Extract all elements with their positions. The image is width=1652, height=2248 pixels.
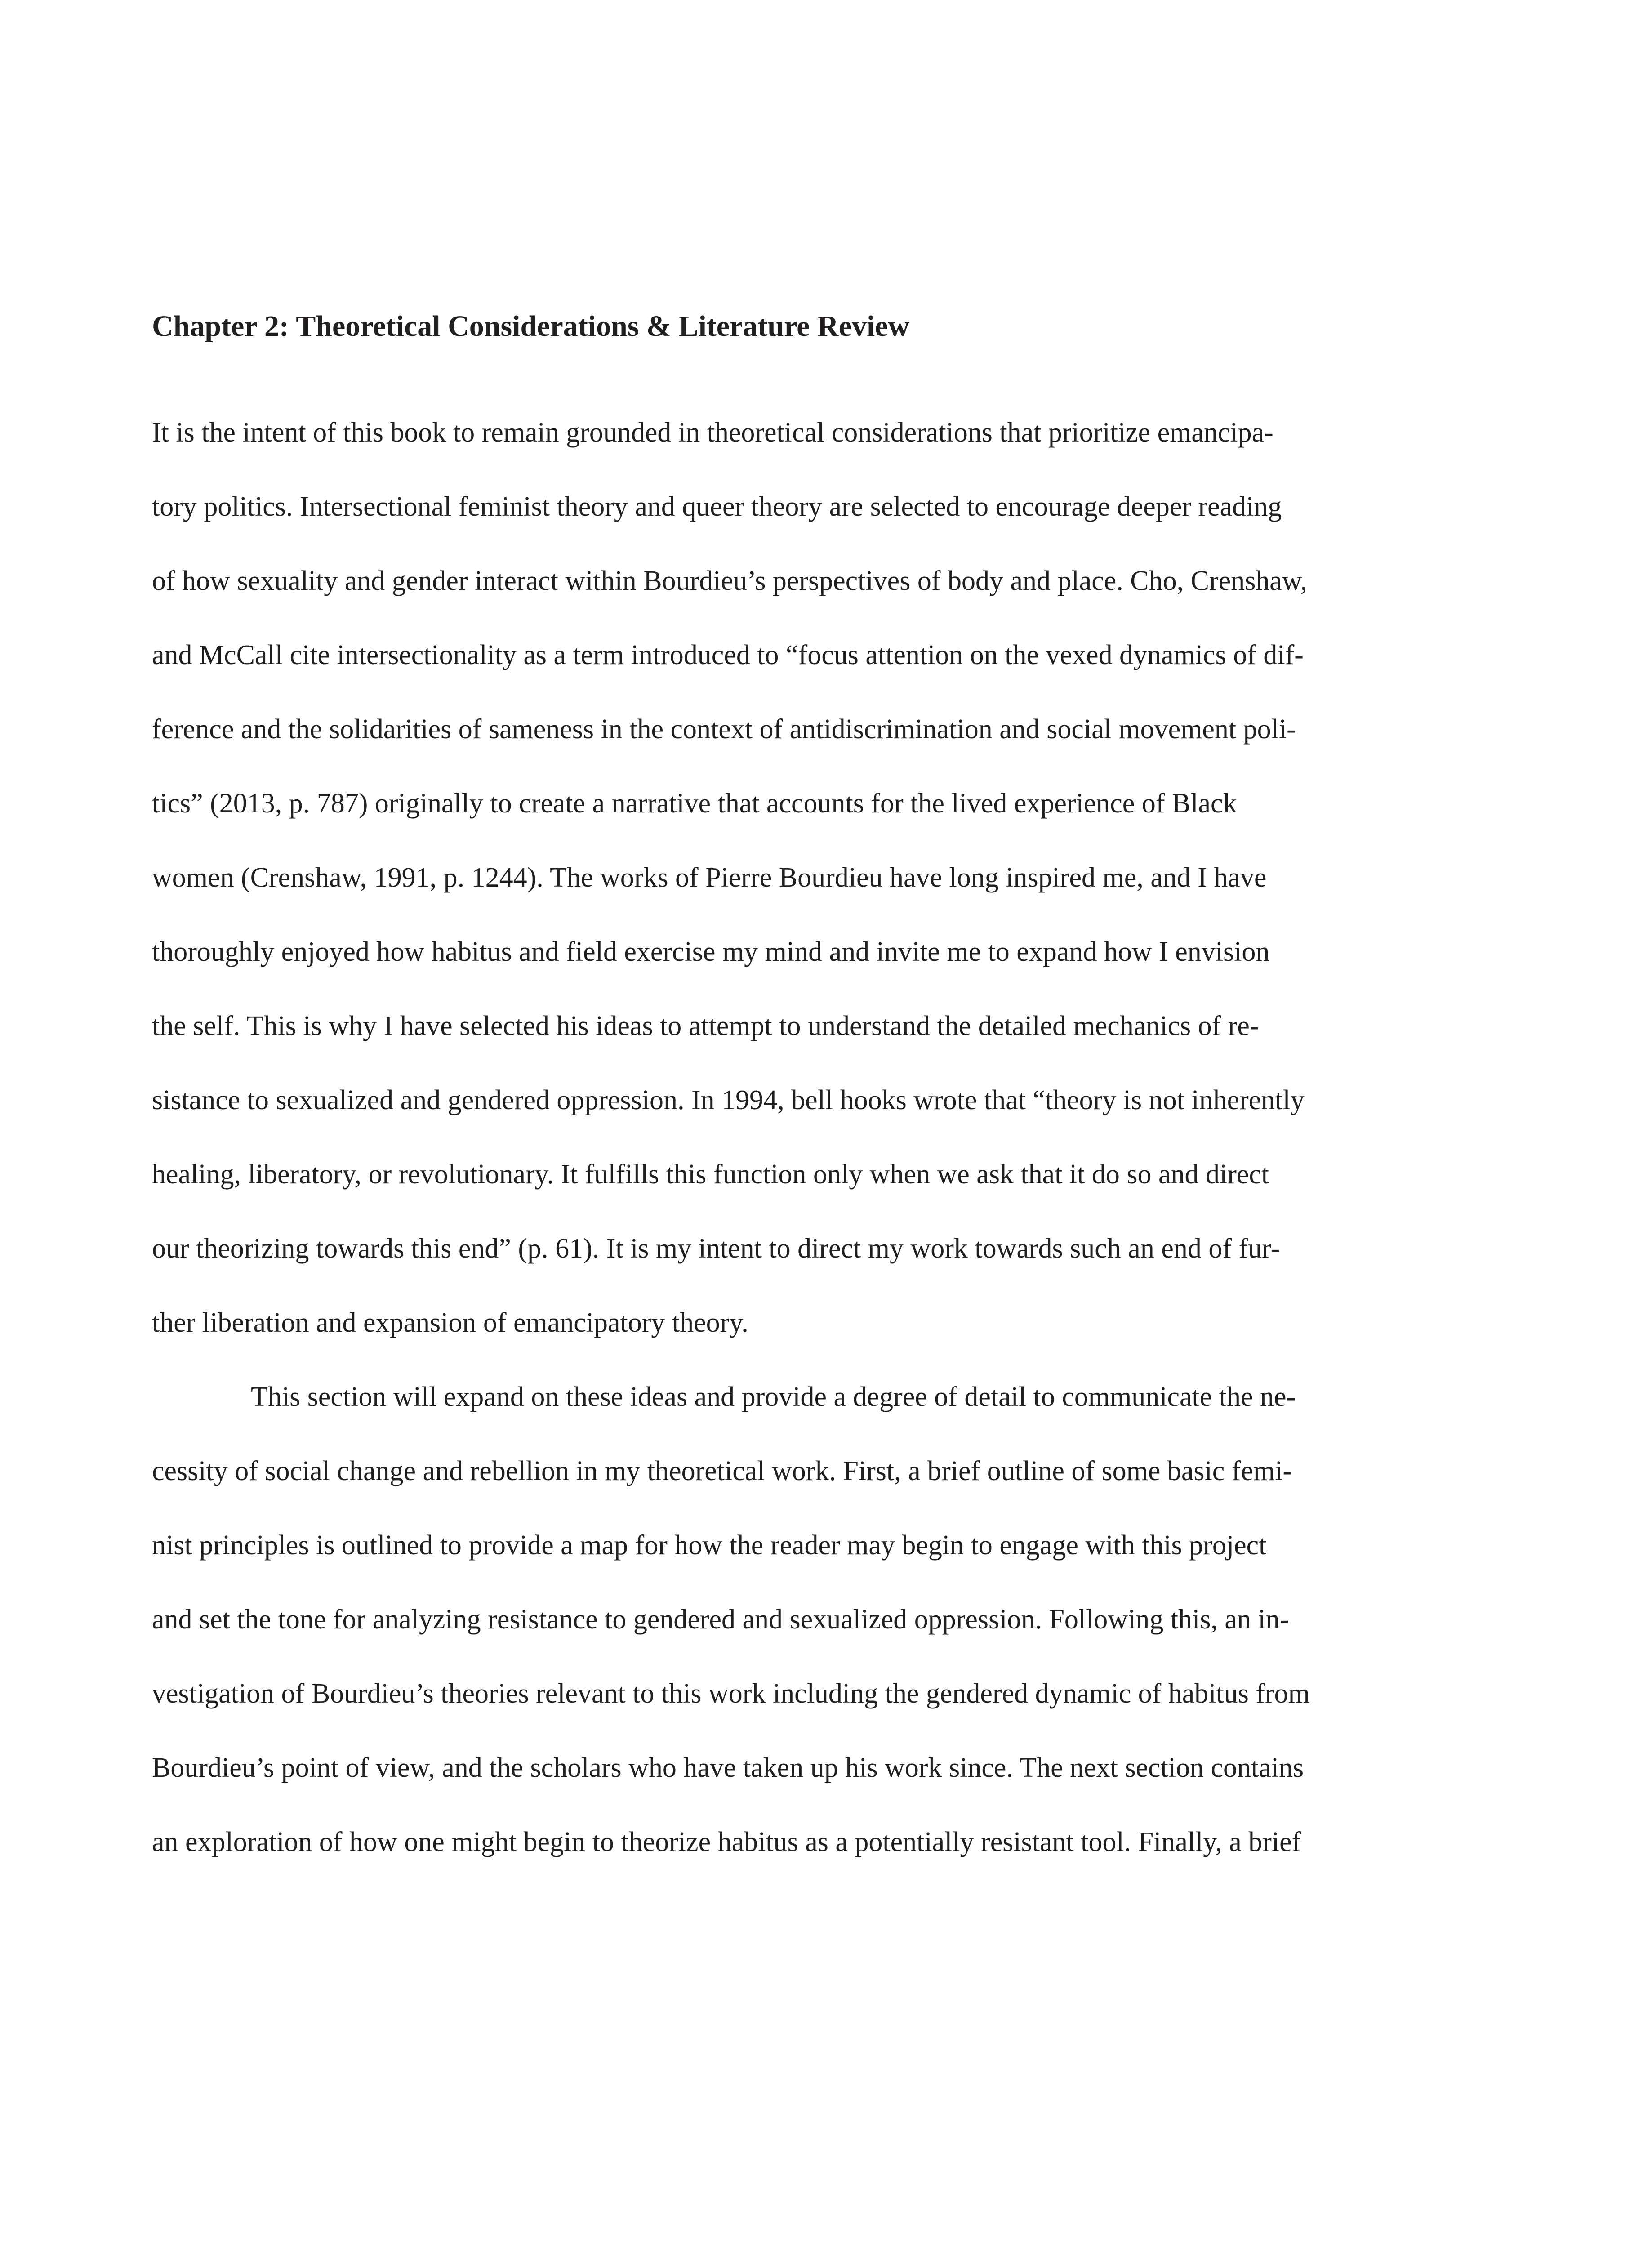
chapter-heading: Chapter 2: Theoretical Considerations & Literature Review	[152, 310, 910, 343]
text-line: and McCall cite intersectionality as a term introduced to “focus attention on the vexed dynamics of dif-	[152, 640, 1304, 670]
text-line: the self. This is why I have selected his ideas to attempt to understand the detailed mechanics of re-	[152, 1011, 1259, 1041]
text-line: cessity of social change and rebellion in my theoretical work. First, a brief outline of some basic femi-	[152, 1456, 1292, 1486]
text-line: healing, liberatory, or revolutionary. It fulfills this function only when we ask that it do so and direct	[152, 1159, 1269, 1190]
text-line: This section will expand on these ideas and provide a degree of detail to communicate the ne-	[251, 1382, 1296, 1412]
body-text	[152, 415, 1492, 1898]
text-line: thoroughly enjoyed how habitus and field exercise my mind and invite me to expand how I envision	[152, 937, 1270, 967]
text-line: sistance to sexualized and gendered oppression. In 1994, bell hooks wrote that “theory is not inherently	[152, 1085, 1305, 1115]
text-line: an exploration of how one might begin to theorize habitus as a potentially resistant tool. Finally, a brief	[152, 1827, 1301, 1857]
text-line: women (Crenshaw, 1991, p. 1244). The works of Pierre Bourdieu have long inspired me, and I have	[152, 862, 1267, 893]
text-line: nist principles is outlined to provide a map for how the reader may begin to engage with this project	[152, 1530, 1267, 1561]
text-line: ther liberation and expansion of emancipatory theory.	[152, 1307, 748, 1338]
text-line: ference and the solidarities of sameness in the context of antidiscrimination and social movement poli-	[152, 714, 1296, 745]
text-line: of how sexuality and gender interact within Bourdieu’s perspectives of body and place. Cho, Crenshaw,	[152, 566, 1308, 596]
text-line: and set the tone for analyzing resistance to gendered and sexualized oppression. Following this, an in-	[152, 1604, 1289, 1635]
text-line: our theorizing towards this end” (p. 61). It is my intent to direct my work towards such an end of fur-	[152, 1233, 1280, 1264]
text-line: It is the intent of this book to remain grounded in theoretical considerations that prioritize emancipa-	[152, 417, 1274, 448]
text-line: Bourdieu’s point of view, and the scholars who have taken up his work since. The next section contains	[152, 1753, 1304, 1783]
text-line: tics” (2013, p. 787) originally to create a narrative that accounts for the lived experience of Black	[152, 788, 1237, 819]
text-line: vestigation of Bourdieu’s theories relevant to this work including the gendered dynamic of habitus from	[152, 1678, 1310, 1709]
text-line: tory politics. Intersectional feminist theory and queer theory are selected to encourage deeper reading	[152, 491, 1282, 522]
